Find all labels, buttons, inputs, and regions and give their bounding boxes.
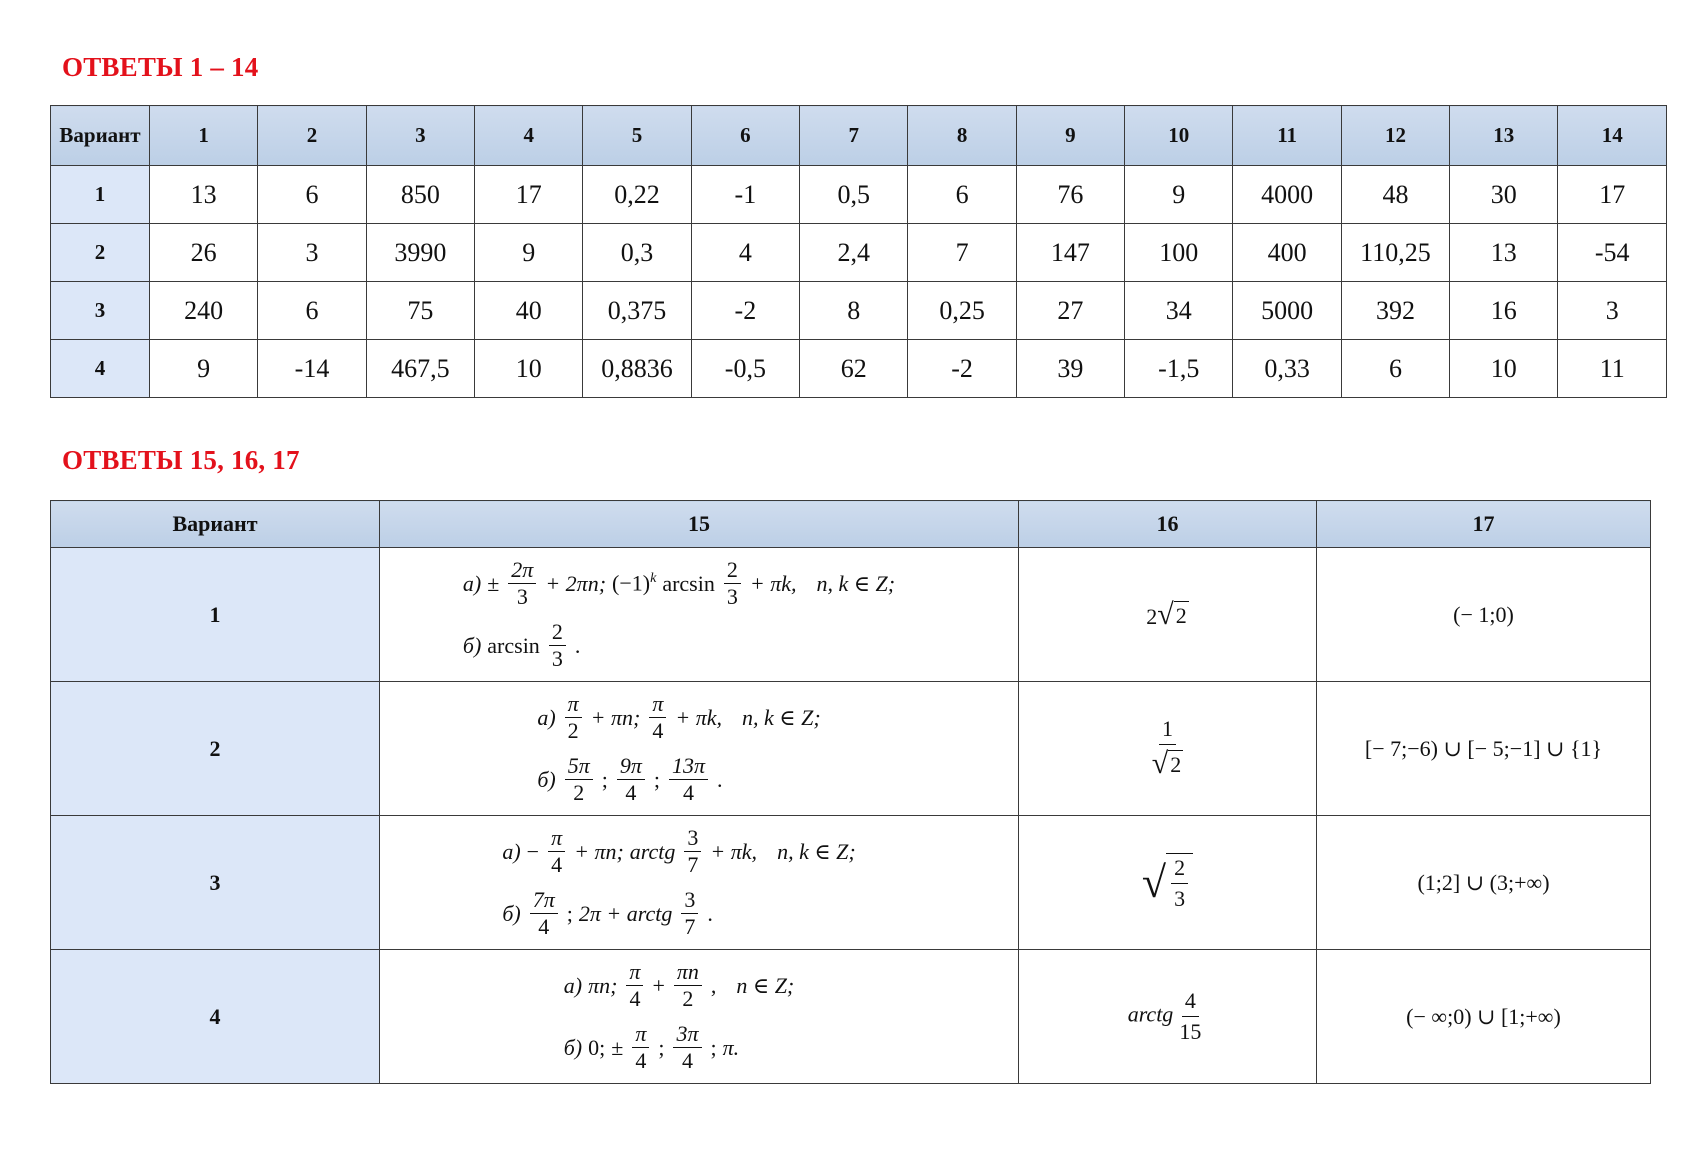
table-cell: 4 xyxy=(691,224,799,282)
numerator: 3 xyxy=(681,889,698,914)
formula-token: ; xyxy=(653,766,661,792)
numerator: π xyxy=(565,693,582,718)
fraction xyxy=(674,961,702,1010)
numerator: 7π xyxy=(530,889,558,914)
variant-cell: 2 xyxy=(51,682,380,816)
table-cell: -1,5 xyxy=(1125,340,1233,398)
header-cell: 13 xyxy=(1450,106,1558,166)
part-label: а) xyxy=(563,972,583,998)
table-cell: 34 xyxy=(1125,282,1233,340)
fraction xyxy=(565,755,593,804)
table-row xyxy=(51,166,1667,224)
numerator: 5π xyxy=(565,755,593,780)
table-cell: 240 xyxy=(150,282,258,340)
section-title-answers-1-14: ОТВЕТЫ 1 – 14 xyxy=(62,52,259,82)
fraction xyxy=(673,1023,701,1072)
radicand: 2 xyxy=(1170,752,1182,777)
header-cell: 16 xyxy=(1019,501,1317,548)
fraction xyxy=(530,889,558,938)
fraction xyxy=(724,559,741,608)
table-cell: 0,3 xyxy=(583,224,691,282)
formula-token: + xyxy=(652,972,665,998)
denominator: 15 xyxy=(1179,1019,1202,1044)
formula-token: n ∈ Z; xyxy=(736,972,795,998)
answer-17-cell: (− 1;0) xyxy=(1317,548,1651,682)
table-cell: 9 xyxy=(150,340,258,398)
answer-17-cell: (1;2] ∪ (3;+∞) xyxy=(1317,816,1651,950)
formula-token: arctg xyxy=(1127,1001,1174,1027)
table-cell: 13 xyxy=(150,166,258,224)
fraction xyxy=(549,621,566,670)
table-cell: 110,25 xyxy=(1341,224,1449,282)
numerator: 1 xyxy=(1159,716,1176,745)
table-row xyxy=(51,340,1667,398)
table-cell: 13 xyxy=(1450,224,1558,282)
table-cell: 6 xyxy=(1341,340,1449,398)
answer-16-cell xyxy=(1019,548,1317,682)
fraction xyxy=(626,961,643,1010)
part-label: б) xyxy=(537,766,556,792)
variant-cell: 2 xyxy=(51,224,150,282)
variant-cell: 4 xyxy=(51,950,380,1084)
answer-17-cell: (− ∞;0) ∪ [1;+∞) xyxy=(1317,950,1651,1084)
formula-token: arcsin xyxy=(487,632,540,658)
numerator: πn xyxy=(674,961,702,986)
table-cell: 6 xyxy=(908,166,1016,224)
formula-token: + πk, xyxy=(675,704,723,730)
formula-token: + πn; xyxy=(574,838,624,864)
answer-15-formula xyxy=(564,955,795,1079)
radicand: 2 xyxy=(1175,602,1187,628)
table-cell: 30 xyxy=(1450,166,1558,224)
table-cell: 75 xyxy=(366,282,474,340)
table-cell: 6 xyxy=(258,282,366,340)
answer-15-formula xyxy=(502,821,855,945)
table-cell: 392 xyxy=(1341,282,1449,340)
header-cell: 17 xyxy=(1317,501,1651,548)
denominator: 7 xyxy=(687,852,699,877)
table-cell: -1 xyxy=(691,166,799,224)
denominator: 4 xyxy=(635,1048,647,1073)
denominator: 2 xyxy=(573,780,585,805)
numerator: 13π xyxy=(669,755,708,780)
formula-line-b xyxy=(502,883,855,945)
square-root xyxy=(1152,747,1183,781)
header-cell: 9 xyxy=(1016,106,1124,166)
denominator: 3 xyxy=(551,646,563,671)
answer-16-cell xyxy=(1019,682,1317,816)
denominator: 3 xyxy=(1174,886,1186,911)
formula-token: arctg xyxy=(629,838,676,864)
denominator: 2 xyxy=(682,986,694,1011)
fraction xyxy=(1176,988,1204,1045)
answers-table-15-17 xyxy=(50,500,1651,1084)
formula-token: + 2πn; xyxy=(545,570,607,596)
answer-17-cell: [− 7;−6) ∪ [− 5;−1] ∪ {1} xyxy=(1317,682,1651,816)
part-label: б) xyxy=(462,632,482,658)
denominator: 4 xyxy=(629,986,641,1011)
table-cell: 9 xyxy=(1125,166,1233,224)
formula-line-b xyxy=(463,615,895,677)
section-title-answers-15-16-17: ОТВЕТЫ 15, 16, 17 xyxy=(62,445,300,475)
table-cell: 16 xyxy=(1450,282,1558,340)
radicand xyxy=(1166,853,1193,912)
header-cell: 11 xyxy=(1233,106,1341,166)
denominator: 3 xyxy=(726,584,738,609)
formula-token: , xyxy=(710,972,717,998)
formula-line-a xyxy=(502,821,855,883)
numerator: 2π xyxy=(508,559,536,584)
table-cell: 7 xyxy=(908,224,1016,282)
numerator: π xyxy=(649,693,666,718)
fraction xyxy=(617,755,645,804)
header-cell: Вариант xyxy=(51,501,380,548)
answer-15-cell xyxy=(380,816,1019,950)
answers-table-1-14 xyxy=(50,105,1667,398)
variant-cell: 3 xyxy=(51,816,380,950)
denominator: 4 xyxy=(652,718,664,743)
numerator: 3π xyxy=(673,1023,701,1048)
denominator: 2 xyxy=(567,718,579,743)
table-cell: 3 xyxy=(258,224,366,282)
part-label: а) xyxy=(537,704,556,730)
table-cell: 0,22 xyxy=(583,166,691,224)
formula-token: ± xyxy=(487,570,500,596)
table-cell: 10 xyxy=(1450,340,1558,398)
radical-sign: √ xyxy=(1141,858,1167,907)
square-root xyxy=(1142,853,1193,912)
formula-token: + πk, xyxy=(710,838,758,864)
answer-16-cell xyxy=(1019,816,1317,950)
numerator: π xyxy=(548,827,565,852)
formula-token: (−1) xyxy=(612,570,651,596)
table-cell: 26 xyxy=(150,224,258,282)
denominator: 4 xyxy=(682,1048,693,1073)
header-cell: 10 xyxy=(1125,106,1233,166)
table-cell: 9 xyxy=(475,224,583,282)
formula-token: . xyxy=(574,632,581,658)
part-label: а) xyxy=(462,570,482,596)
table-cell: 39 xyxy=(1016,340,1124,398)
fraction xyxy=(565,693,582,742)
table-cell: -54 xyxy=(1558,224,1667,282)
denominator: 4 xyxy=(683,780,695,805)
numerator: 2 xyxy=(549,621,566,646)
table-cell: -2 xyxy=(908,340,1016,398)
table-row xyxy=(51,224,1667,282)
variant-cell: 3 xyxy=(51,282,150,340)
answer-15-cell xyxy=(380,682,1019,816)
answer-15-formula xyxy=(537,687,820,811)
table-cell: 850 xyxy=(366,166,474,224)
formula-token: ; xyxy=(710,1034,717,1060)
numerator: 9π xyxy=(617,755,645,780)
formula-token xyxy=(612,572,656,594)
header-cell: 3 xyxy=(366,106,474,166)
numerator: 2 xyxy=(1171,855,1188,884)
formula-token: 2π + arctg xyxy=(578,900,673,926)
formula-token: ; xyxy=(601,766,608,792)
formula-token: − xyxy=(526,838,540,864)
table-row xyxy=(51,548,1651,682)
header-cell: 15 xyxy=(380,501,1019,548)
table-header-row xyxy=(51,501,1651,548)
header-cell: 8 xyxy=(908,106,1016,166)
superscript: k xyxy=(650,571,657,587)
formula-line-b xyxy=(564,1017,795,1079)
table-cell: 100 xyxy=(1125,224,1233,282)
formula-token: ; xyxy=(658,1034,665,1060)
table-cell: -14 xyxy=(258,340,366,398)
table-cell: 2,4 xyxy=(800,224,908,282)
table-cell: 62 xyxy=(800,340,908,398)
radical-sign: √ xyxy=(1151,747,1169,780)
variant-cell: 4 xyxy=(51,340,150,398)
table-row xyxy=(51,816,1651,950)
formula-token: 0; xyxy=(588,1034,606,1060)
numerator: π xyxy=(632,1023,649,1048)
header-cell: 12 xyxy=(1341,106,1449,166)
table-cell: 400 xyxy=(1233,224,1341,282)
table-cell: 147 xyxy=(1016,224,1124,282)
part-label: б) xyxy=(502,900,521,926)
part-label: а) xyxy=(502,838,521,864)
header-cell: 2 xyxy=(258,106,366,166)
fraction xyxy=(684,827,701,876)
table-cell: 0,8836 xyxy=(583,340,691,398)
formula-token: πn; xyxy=(588,972,618,998)
denominator: 4 xyxy=(538,914,550,939)
answer-16-cell xyxy=(1019,950,1317,1084)
answer-15-formula xyxy=(463,553,895,677)
header-cell: 7 xyxy=(800,106,908,166)
table-cell: 3990 xyxy=(366,224,474,282)
table-cell: -2 xyxy=(691,282,799,340)
table-cell: 76 xyxy=(1016,166,1124,224)
numerator: 4 xyxy=(1182,988,1199,1017)
denominator xyxy=(1149,745,1186,781)
formula-token: . xyxy=(717,766,723,792)
header-cell: 6 xyxy=(691,106,799,166)
denominator: 7 xyxy=(684,914,696,939)
header-cell: 14 xyxy=(1558,106,1667,166)
fraction xyxy=(681,889,698,938)
formula-token: + πn; xyxy=(590,704,641,730)
fraction xyxy=(1171,855,1188,912)
table-cell: 11 xyxy=(1558,340,1667,398)
numerator: 3 xyxy=(684,827,701,852)
formula-token: + πk, xyxy=(749,570,797,596)
header-cell: 5 xyxy=(583,106,691,166)
formula-token: . xyxy=(707,900,713,926)
formula-token: n, k ∈ Z; xyxy=(777,838,856,864)
table-cell: 17 xyxy=(475,166,583,224)
table-cell: 5000 xyxy=(1233,282,1341,340)
fraction xyxy=(669,755,708,804)
fraction xyxy=(632,1023,649,1072)
table-cell: 27 xyxy=(1016,282,1124,340)
table-cell: 0,375 xyxy=(583,282,691,340)
table-cell: 0,33 xyxy=(1233,340,1341,398)
table-cell: -0,5 xyxy=(691,340,799,398)
table-row xyxy=(51,950,1651,1084)
denominator: 3 xyxy=(516,584,528,609)
formula-token: 2 xyxy=(1146,603,1158,629)
table-cell: 0,25 xyxy=(908,282,1016,340)
table-cell: 467,5 xyxy=(366,340,474,398)
table-cell: 17 xyxy=(1558,166,1667,224)
formula-token: arcsin xyxy=(662,570,715,596)
table-cell: 0,5 xyxy=(800,166,908,224)
formula-line-b xyxy=(537,749,820,811)
table-cell: 48 xyxy=(1341,166,1449,224)
header-cell: 4 xyxy=(475,106,583,166)
answer-15-cell xyxy=(380,950,1019,1084)
table-cell: 3 xyxy=(1558,282,1667,340)
formula-token: π. xyxy=(722,1034,740,1060)
formula-token: n, k ∈ Z; xyxy=(816,570,896,596)
denominator: 4 xyxy=(625,780,637,805)
numerator: 2 xyxy=(724,559,741,584)
table-cell: 10 xyxy=(475,340,583,398)
header-cell: Вариант xyxy=(51,106,150,166)
radical-sign: √ xyxy=(1157,597,1174,631)
fraction xyxy=(1149,716,1186,781)
denominator: 4 xyxy=(551,852,563,877)
formula-token: ; xyxy=(566,900,573,926)
numerator: π xyxy=(626,961,643,986)
table-header-row xyxy=(51,106,1667,166)
table-cell: 8 xyxy=(800,282,908,340)
variant-cell: 1 xyxy=(51,548,380,682)
fraction xyxy=(508,559,536,608)
fraction xyxy=(548,827,565,876)
answer-15-cell xyxy=(380,548,1019,682)
formula-line-a xyxy=(463,553,895,615)
formula-token: ± xyxy=(611,1034,624,1060)
formula-token: n, k ∈ Z; xyxy=(742,704,821,730)
header-cell: 1 xyxy=(150,106,258,166)
part-label: б) xyxy=(563,1034,583,1060)
table-cell: 6 xyxy=(258,166,366,224)
table-row xyxy=(51,682,1651,816)
fraction xyxy=(649,693,666,742)
formula-line-a xyxy=(564,955,795,1017)
square-root xyxy=(1157,598,1188,632)
formula-line-a xyxy=(537,687,820,749)
table-cell: 4000 xyxy=(1233,166,1341,224)
table-cell: 40 xyxy=(475,282,583,340)
table-row xyxy=(51,282,1667,340)
variant-cell: 1 xyxy=(51,166,150,224)
